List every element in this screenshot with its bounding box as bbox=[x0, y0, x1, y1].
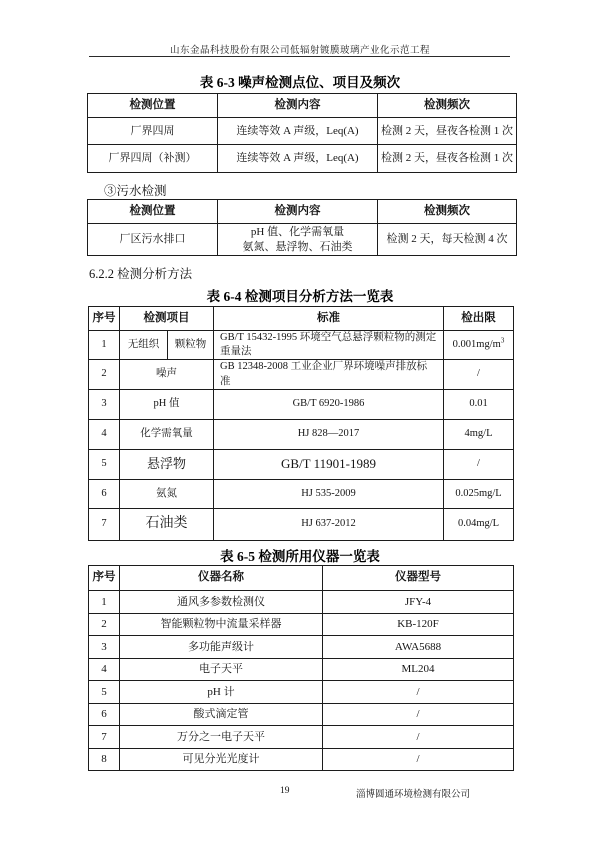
cell-no: 1 bbox=[89, 591, 120, 614]
cell-no: 6 bbox=[89, 704, 120, 726]
sewage-table bbox=[87, 199, 517, 256]
cell-standard: GB/T 6920-1986 bbox=[214, 389, 444, 419]
cell-no: 8 bbox=[89, 749, 120, 771]
table-row bbox=[89, 749, 514, 771]
column-header-standard: 标准 bbox=[214, 307, 444, 331]
column-header-frequency: 检测频次 bbox=[378, 200, 517, 224]
column-header-content: 检测内容 bbox=[218, 94, 378, 118]
table-6-5 bbox=[88, 565, 514, 771]
column-header-location: 检测位置 bbox=[88, 94, 218, 118]
cell-limit: 0.01 bbox=[444, 389, 514, 419]
cell-no: 4 bbox=[89, 659, 120, 681]
cell-no: 4 bbox=[89, 419, 120, 449]
footer-page-number: 19 bbox=[280, 786, 290, 796]
cell-content-line1: pH 值、化学需氧量 bbox=[250, 225, 345, 238]
cell-no: 2 bbox=[89, 360, 120, 389]
cell-item: 悬浮物 bbox=[120, 449, 214, 479]
column-header-name: 仪器名称 bbox=[120, 566, 323, 591]
cell-no: 7 bbox=[89, 726, 120, 749]
cell-model: AWA5688 bbox=[323, 636, 514, 659]
cell-model: / bbox=[323, 726, 514, 749]
cell-standard: HJ 535-2009 bbox=[214, 479, 444, 508]
cell-limit: / bbox=[444, 360, 514, 389]
cell-content bbox=[218, 224, 378, 256]
cell-standard: GB/T 11901-1989 bbox=[214, 449, 444, 479]
cell-name: 智能颗粒物中流量采样器 bbox=[120, 614, 323, 636]
column-header-frequency: 检测频次 bbox=[378, 94, 517, 118]
cell-item: pH 值 bbox=[120, 389, 214, 419]
cell-content: 连续等效 A 声级，Leq(A) bbox=[218, 145, 378, 173]
cell-frequency: 检测 2 天，每天检测 4 次 bbox=[378, 224, 517, 256]
cell-item: 噪声 bbox=[120, 360, 214, 389]
table-row bbox=[89, 659, 514, 681]
column-header-location: 检测位置 bbox=[88, 200, 218, 224]
cell-model: / bbox=[323, 749, 514, 771]
table-row bbox=[89, 636, 514, 659]
cell-name: 通风多参数检测仪 bbox=[120, 591, 323, 614]
table-6-4-title: 表 6-4 检测项目分析方法一览表 bbox=[206, 289, 394, 304]
header-divider bbox=[89, 56, 510, 57]
cell-no: 7 bbox=[89, 508, 120, 540]
cell-frequency: 检测 2 天，昼夜各检测 1 次 bbox=[378, 145, 517, 173]
column-header-no: 序号 bbox=[89, 566, 120, 591]
table-6-3 bbox=[87, 93, 517, 173]
table-row bbox=[89, 331, 514, 360]
table-row bbox=[89, 449, 514, 479]
table-6-4 bbox=[88, 306, 514, 541]
cell-no: 5 bbox=[89, 449, 120, 479]
cell-no: 6 bbox=[89, 479, 120, 508]
table-row bbox=[89, 360, 514, 389]
table-6-5-title: 表 6-5 检测所用仪器一览表 bbox=[220, 549, 380, 564]
table-row bbox=[89, 726, 514, 749]
table-header-row bbox=[89, 566, 514, 591]
table-row bbox=[88, 224, 517, 256]
cell-no: 2 bbox=[89, 614, 120, 636]
cell-model: / bbox=[323, 704, 514, 726]
column-header-no: 序号 bbox=[89, 307, 120, 331]
table-header-row bbox=[88, 94, 517, 118]
table-row bbox=[89, 389, 514, 419]
table-row bbox=[89, 681, 514, 704]
cell-model: ML204 bbox=[323, 659, 514, 681]
table-row bbox=[89, 419, 514, 449]
section-heading-6-2-2: 6.2.2 检测分析方法 bbox=[89, 267, 193, 281]
cell-no: 3 bbox=[89, 389, 120, 419]
cell-name: pH 计 bbox=[120, 681, 323, 704]
cell-no: 1 bbox=[89, 331, 120, 360]
cell-name: 万分之一电子天平 bbox=[120, 726, 323, 749]
table-header-row bbox=[89, 307, 514, 331]
cell-item-right: 颗粒物 bbox=[168, 331, 214, 360]
cell-standard: GB/T 15432-1995 环境空气总悬浮颗粒物的测定 重量法 bbox=[214, 331, 444, 360]
column-header-model: 仪器型号 bbox=[323, 566, 514, 591]
table-row bbox=[89, 614, 514, 636]
cell-limit: 0.025mg/L bbox=[444, 479, 514, 508]
cell-no: 3 bbox=[89, 636, 120, 659]
table-header-row bbox=[88, 200, 517, 224]
limit-superscript: 3 bbox=[500, 336, 505, 345]
cell-model: / bbox=[323, 681, 514, 704]
cell-location: 厂区污水排口 bbox=[88, 224, 218, 256]
cell-name: 多功能声级计 bbox=[120, 636, 323, 659]
cell-name: 酸式滴定管 bbox=[120, 704, 323, 726]
column-header-content: 检测内容 bbox=[218, 200, 378, 224]
cell-limit: 4mg/L bbox=[444, 419, 514, 449]
column-header-item: 检测项目 bbox=[120, 307, 214, 331]
cell-limit: $0.001mg/m^3$ bbox=[444, 331, 514, 360]
table-row bbox=[89, 591, 514, 614]
table-row bbox=[89, 704, 514, 726]
cell-model: JFY-4 bbox=[323, 591, 514, 614]
sewage-section-label: ③污水检测 bbox=[104, 184, 167, 198]
table-row bbox=[89, 508, 514, 540]
column-header-limit: 检出限 bbox=[444, 307, 514, 331]
table-row bbox=[88, 145, 517, 173]
page-header-title: 山东金晶科技股份有限公司低辐射镀膜玻璃产业化示范工程 bbox=[169, 46, 430, 56]
cell-no: 5 bbox=[89, 681, 120, 704]
cell-name: 可见分光光度计 bbox=[120, 749, 323, 771]
cell-item: 石油类 bbox=[120, 508, 214, 540]
cell-standard: HJ 828—2017 bbox=[214, 419, 444, 449]
cell-item: 氨氮 bbox=[120, 479, 214, 508]
cell-location: 厂界四周（补测） bbox=[88, 145, 218, 173]
cell-standard: HJ 637-2012 bbox=[214, 508, 444, 540]
cell-name: 电子天平 bbox=[120, 659, 323, 681]
cell-standard: GB 12348-2008 工业企业厂界环境噪声排放标准 bbox=[214, 360, 444, 389]
footer-company-name: 淄博圆通环境检测有限公司 bbox=[356, 790, 471, 800]
cell-frequency: 检测 2 天，昼夜各检测 1 次 bbox=[378, 118, 517, 145]
table-6-3-title: 表 6-3 噪声检测点位、项目及频次 bbox=[199, 75, 401, 90]
cell-content-line2: 氨氮、悬浮物、石油类 bbox=[242, 240, 353, 253]
cell-item: 化学需氧量 bbox=[120, 419, 214, 449]
table-row bbox=[89, 479, 514, 508]
cell-limit: / bbox=[444, 449, 514, 479]
cell-location: 厂界四周 bbox=[88, 118, 218, 145]
cell-content: 连续等效 A 声级，Leq(A) bbox=[218, 118, 378, 145]
table-row bbox=[88, 118, 517, 145]
cell-model: KB-120F bbox=[323, 614, 514, 636]
cell-item-left: 无组织 bbox=[120, 331, 168, 360]
cell-limit: 0.04mg/L bbox=[444, 508, 514, 540]
